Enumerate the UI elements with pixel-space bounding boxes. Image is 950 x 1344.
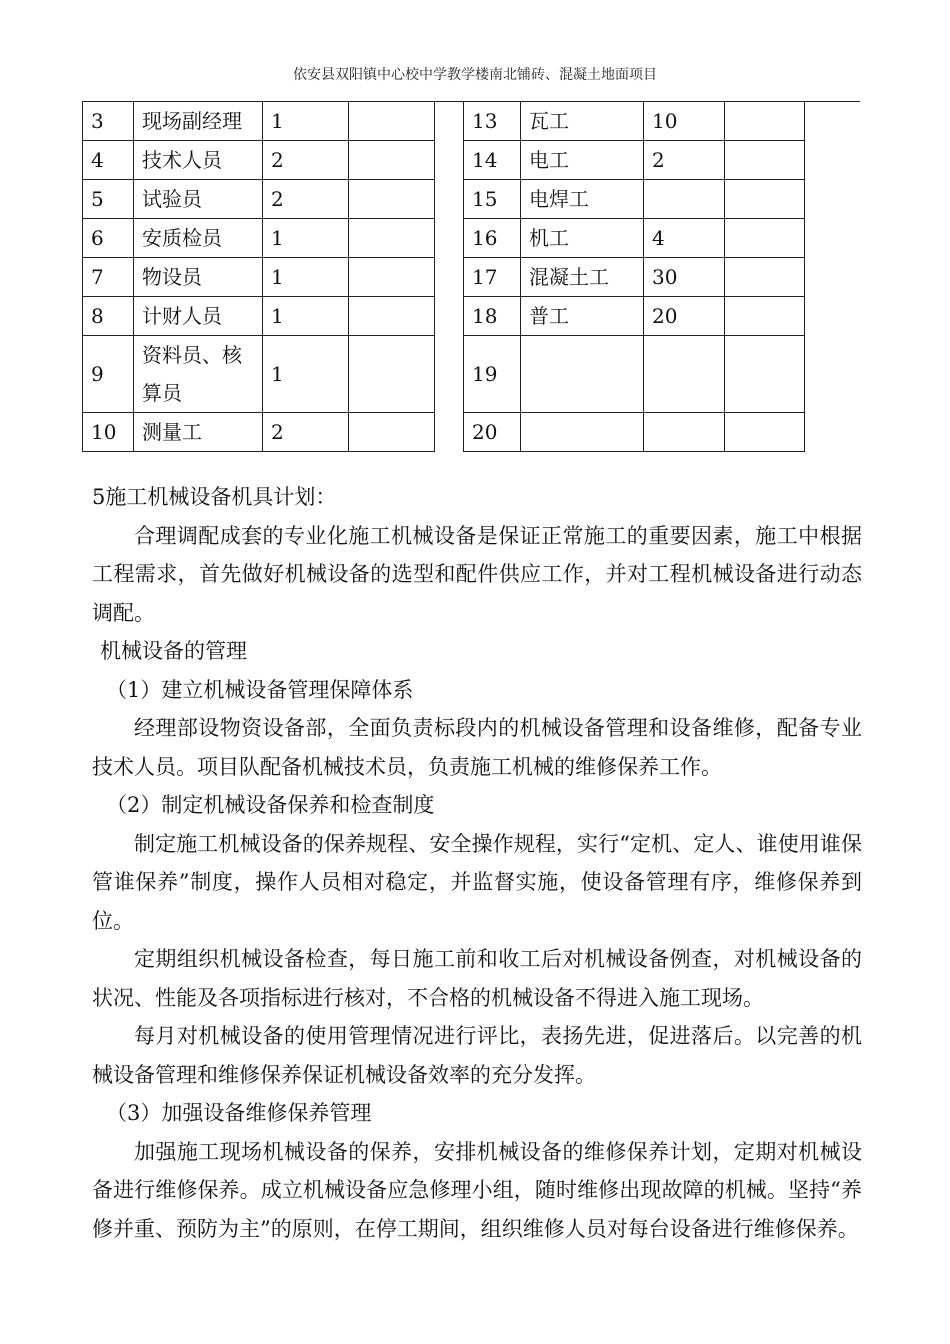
table-row bbox=[83, 336, 805, 413]
left-no-cell: 6 bbox=[83, 219, 134, 258]
subsection-2-title: （2）制定机械设备保养和检查制度 bbox=[106, 793, 435, 817]
right-role-cell bbox=[521, 336, 644, 413]
right-count-cell: 10 bbox=[644, 102, 725, 141]
right-role-cell: 瓦工 bbox=[521, 102, 644, 141]
section-title: 5施工机械设备机具计划： bbox=[92, 485, 337, 509]
subsection-2-text-3: 每月对机械设备的使用管理情况进行评比，表扬先进，促进落后。以完善的机械设备管理和维修保养保证机械设备效率的充分发挥。 bbox=[92, 1024, 862, 1087]
left-role-cell: 资料员、核算员 bbox=[134, 336, 263, 413]
management-heading: 机械设备的管理 bbox=[100, 639, 247, 663]
table-row bbox=[83, 180, 805, 219]
left-count-cell: 1 bbox=[263, 297, 349, 336]
left-no-cell: 4 bbox=[83, 141, 134, 180]
table-gap-cell bbox=[435, 102, 464, 141]
right-no-cell: 14 bbox=[464, 141, 521, 180]
right-role-cell bbox=[521, 413, 644, 452]
right-no-cell: 15 bbox=[464, 180, 521, 219]
left-note-cell bbox=[349, 413, 435, 452]
left-count-cell: 2 bbox=[263, 141, 349, 180]
subsection-3-text: 加强施工现场机械设备的保养，安排机械设备的维修保养计划，定期对机械设备进行维修保养。成立机械设备应急修理小组，随时维修出现故障的机械。坚持“养修并重、预防为主”的原则，在停工期间，组织维修人员对每台设备进行维修保养。 bbox=[92, 1139, 862, 1241]
table-gap-cell bbox=[435, 413, 464, 452]
left-note-cell bbox=[349, 180, 435, 219]
left-role-cell: 试验员 bbox=[134, 180, 263, 219]
right-count-cell: 4 bbox=[644, 219, 725, 258]
left-no-cell: 8 bbox=[83, 297, 134, 336]
table-gap-cell bbox=[435, 141, 464, 180]
right-no-cell: 18 bbox=[464, 297, 521, 336]
left-count-cell: 1 bbox=[263, 219, 349, 258]
left-no-cell: 5 bbox=[83, 180, 134, 219]
page-header: 依安县双阳镇中心校中学教学楼南北铺砖、混凝土地面项目 bbox=[293, 67, 657, 83]
right-note-cell bbox=[725, 258, 805, 297]
left-count-cell: 2 bbox=[263, 413, 349, 452]
left-note-cell bbox=[349, 102, 435, 141]
left-no-cell: 9 bbox=[83, 336, 134, 413]
left-role-cell: 技术人员 bbox=[134, 141, 263, 180]
table-gap-cell bbox=[435, 336, 464, 413]
subsection-2-text-1: 制定施工机械设备的保养规程、安全操作规程，实行“定机、定人、谁使用谁保管谁保养”制度，操作人员相对稳定，并监督实施，使设备管理有序，维修保养到位。 bbox=[92, 831, 862, 933]
right-note-cell bbox=[725, 219, 805, 258]
table-gap-cell bbox=[435, 297, 464, 336]
right-role-cell: 电工 bbox=[521, 141, 644, 180]
right-count-cell bbox=[644, 336, 725, 413]
right-note-cell bbox=[725, 102, 805, 141]
right-no-cell: 17 bbox=[464, 258, 521, 297]
left-count-cell: 1 bbox=[263, 336, 349, 413]
left-no-cell: 10 bbox=[83, 413, 134, 452]
left-count-cell: 2 bbox=[263, 180, 349, 219]
right-no-cell: 20 bbox=[464, 413, 521, 452]
right-count-cell: 2 bbox=[644, 141, 725, 180]
right-role-cell: 机工 bbox=[521, 219, 644, 258]
subsection-1-title: （1）建立机械设备管理保障体系 bbox=[106, 677, 414, 702]
left-role-cell: 测量工 bbox=[134, 413, 263, 452]
right-count-cell bbox=[644, 413, 725, 452]
right-note-cell bbox=[725, 180, 805, 219]
right-no-cell: 13 bbox=[464, 102, 521, 141]
right-note-cell bbox=[725, 141, 805, 180]
table-row bbox=[83, 413, 805, 452]
subsection-3-title: （3）加强设备维修保养管理 bbox=[106, 1101, 372, 1125]
table-row bbox=[83, 258, 805, 297]
left-note-cell bbox=[349, 258, 435, 297]
right-count-cell bbox=[644, 180, 725, 219]
right-note-cell bbox=[725, 297, 805, 336]
right-count-cell: 20 bbox=[644, 297, 725, 336]
subsection-1-text: 经理部设物资设备部，全面负责标段内的机械设备管理和设备维修，配备专业技术人员。项目队配备机械技术员，负责施工机械的维修保养工作。 bbox=[92, 716, 862, 779]
staffing-table-body bbox=[83, 102, 805, 452]
left-no-cell: 7 bbox=[83, 258, 134, 297]
right-no-cell: 19 bbox=[464, 336, 521, 413]
right-no-cell: 16 bbox=[464, 219, 521, 258]
left-note-cell bbox=[349, 219, 435, 258]
right-role-cell: 普工 bbox=[521, 297, 644, 336]
main-content bbox=[92, 478, 862, 1248]
table-row bbox=[83, 297, 805, 336]
left-role-cell: 物设员 bbox=[134, 258, 263, 297]
right-role-cell: 电焊工 bbox=[521, 180, 644, 219]
right-count-cell: 30 bbox=[644, 258, 725, 297]
left-role-cell: 现场副经理 bbox=[134, 102, 263, 141]
left-no-cell: 3 bbox=[83, 102, 134, 141]
left-note-cell bbox=[349, 297, 435, 336]
left-role-cell: 计财人员 bbox=[134, 297, 263, 336]
left-role-cell: 安质检员 bbox=[134, 219, 263, 258]
right-note-cell bbox=[725, 336, 805, 413]
right-note-cell bbox=[725, 413, 805, 452]
left-note-cell bbox=[349, 336, 435, 413]
table-gap-cell bbox=[435, 219, 464, 258]
right-role-cell: 混凝土工 bbox=[521, 258, 644, 297]
intro-paragraph: 合理调配成套的专业化施工机械设备是保证正常施工的重要因素，施工中根据工程需求，首先做好机械设备的选型和配件供应工作，并对工程机械设备进行动态调配。 bbox=[92, 523, 862, 625]
table-row bbox=[83, 141, 805, 180]
subsection-2-text-2: 定期组织机械设备检查，每日施工前和收工后对机械设备例查，对机械设备的状况、性能及各项指标进行核对，不合格的机械设备不得进入施工现场。 bbox=[92, 947, 862, 1010]
table-gap-cell bbox=[435, 258, 464, 297]
table-gap-cell bbox=[435, 180, 464, 219]
left-note-cell bbox=[349, 141, 435, 180]
left-count-cell: 1 bbox=[263, 258, 349, 297]
staffing-table bbox=[82, 101, 805, 452]
table-row bbox=[83, 102, 805, 141]
left-count-cell: 1 bbox=[263, 102, 349, 141]
table-row bbox=[83, 219, 805, 258]
